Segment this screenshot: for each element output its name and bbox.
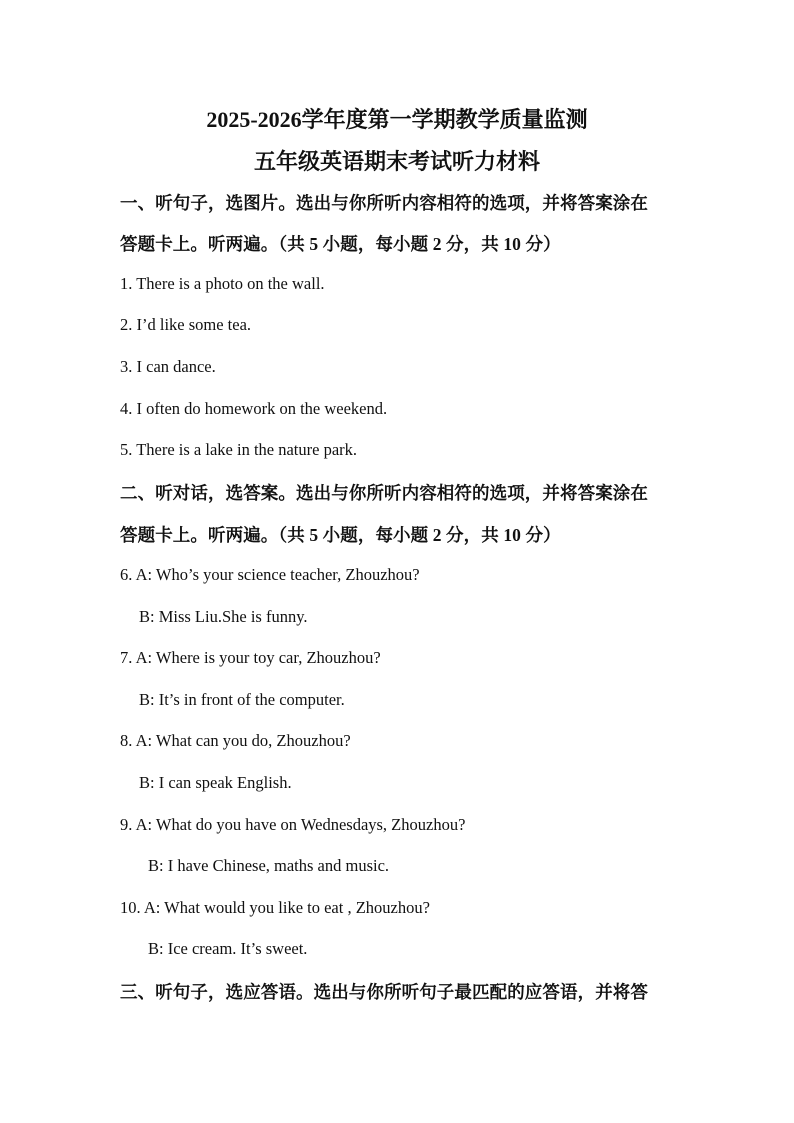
section2-heading-line1: 二、听对话，选答案。选出与你所听内容相符的选项，并将答案涂在 bbox=[120, 483, 648, 503]
dialog-10-answer: B: Ice cream. It’s sweet. bbox=[148, 939, 308, 958]
section1-item-5: 5. There is a lake in the nature park. bbox=[120, 440, 358, 459]
dialog-6-answer: B: Miss Liu.She is funny. bbox=[139, 607, 308, 626]
dialog-6-question: 6. A: Who’s your science teacher, Zhouzhou? bbox=[120, 565, 420, 584]
section1-item-2: 2. I’d like some tea. bbox=[120, 315, 252, 334]
document-subtitle: 五年级英语期末考试听力材料 bbox=[253, 149, 540, 174]
document-title: 2025-2026学年度第一学期教学质量监测 bbox=[206, 107, 588, 132]
dialog-9-question: 9. A: What do you have on Wednesdays, Zhouzhou? bbox=[120, 815, 466, 834]
section1-heading-line2: 答题卡上。听两遍。（共 5 小题，每小题 2 分，共 10 分） bbox=[120, 234, 561, 254]
dialog-8-question: 8. A: What can you do, Zhouzhou? bbox=[120, 731, 351, 750]
section1-item-1: 1. There is a photo on the wall. bbox=[120, 274, 325, 293]
dialog-8-answer: B: I can speak English. bbox=[139, 773, 292, 792]
dialog-9-answer: B: I have Chinese, maths and music. bbox=[148, 856, 390, 875]
section1-item-4: 4. I often do homework on the weekend. bbox=[120, 399, 388, 418]
section2-heading-line2: 答题卡上。听两遍。（共 5 小题，每小题 2 分，共 10 分） bbox=[120, 525, 561, 545]
section1-item-3: 3. I can dance. bbox=[120, 357, 216, 376]
dialog-10-question: 10. A: What would you like to eat , Zhouzhou? bbox=[120, 898, 430, 917]
section3-heading-line1: 三、听句子，选应答语。选出与你所听句子最匹配的应答语，并将答 bbox=[120, 982, 648, 1002]
dialog-7-question: 7. A: Where is your toy car, Zhouzhou? bbox=[120, 648, 381, 667]
section1-heading-line1: 一、听句子，选图片。选出与你所听内容相符的选项，并将答案涂在 bbox=[120, 193, 648, 213]
dialog-7-answer: B: It’s in front of the computer. bbox=[139, 690, 345, 709]
